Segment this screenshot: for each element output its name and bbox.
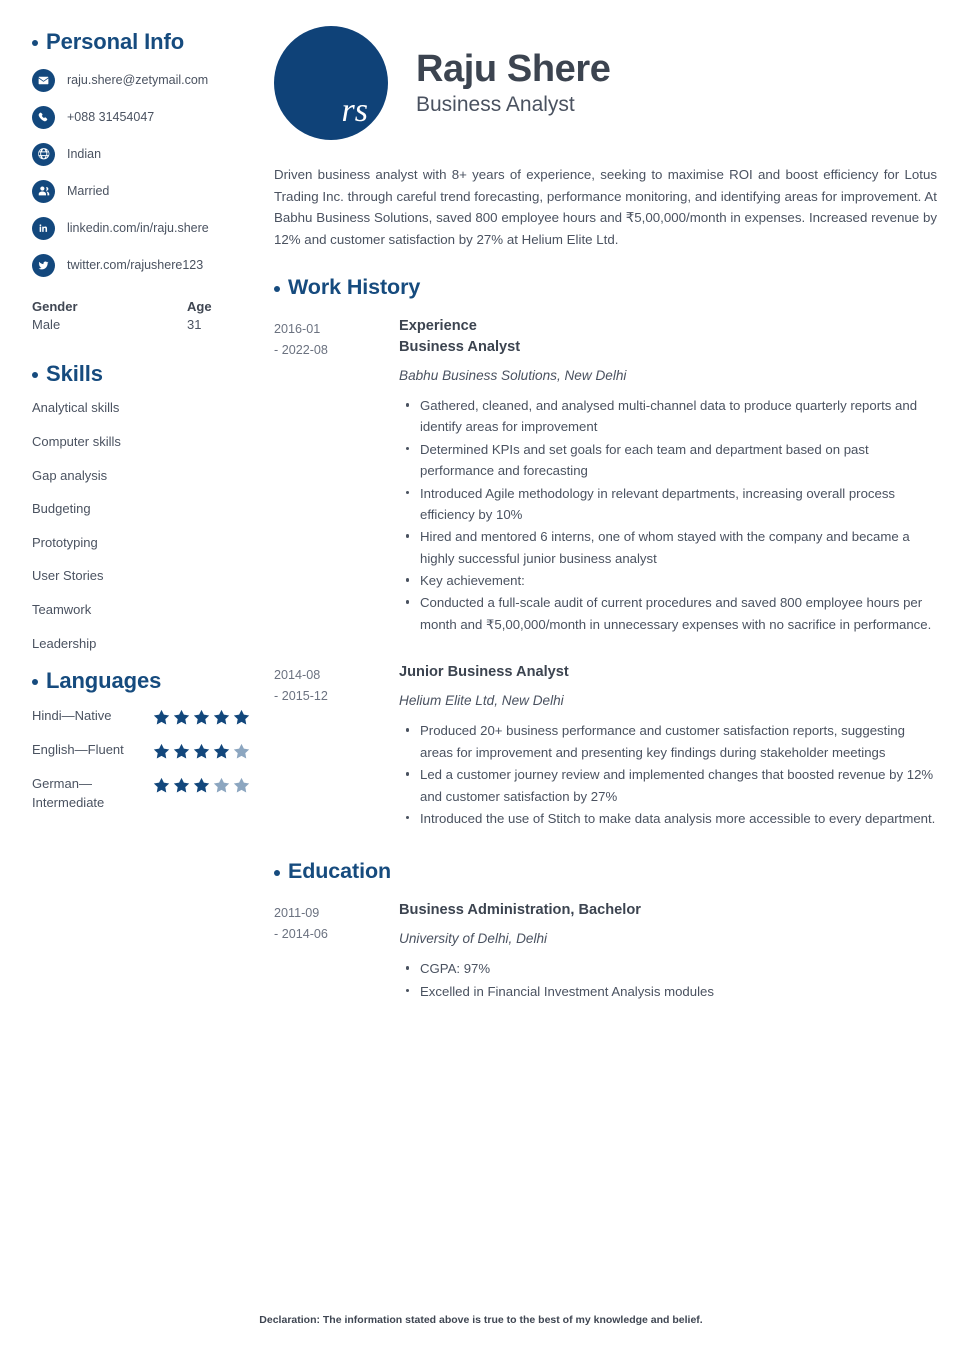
entry-bullet: Determined KPIs and set goals for each team and department based on past performance and forecasting — [420, 439, 937, 482]
star-icon — [232, 742, 251, 761]
age-value: 31 — [187, 317, 202, 333]
entry-bullet: Introduced Agile methodology in relevant departments, increasing overall process efficiency by 10% — [420, 483, 937, 526]
gender-value: Male — [32, 317, 61, 333]
section-heading-languages — [32, 669, 240, 693]
star-icon — [192, 776, 211, 795]
age-cell — [187, 299, 212, 332]
section-title-text: Education — [288, 859, 392, 884]
languages-section — [32, 669, 240, 813]
language-row — [32, 741, 240, 761]
resume-entry — [274, 900, 937, 1003]
skill-item: Prototyping — [32, 534, 98, 550]
entry-dates — [274, 662, 386, 707]
entry-bullet: Excelled in Financial Investment Analysis modules — [420, 981, 937, 1002]
section-title-text: Languages — [46, 668, 162, 694]
bullet-dot-icon — [32, 40, 38, 46]
contact-text: Indian — [67, 146, 102, 161]
contact-list — [32, 68, 240, 277]
section-heading-education — [274, 860, 937, 884]
entry-date-end: - 2022-08 — [274, 342, 328, 357]
star-icon — [152, 708, 171, 727]
contact-row[interactable] — [32, 142, 240, 166]
page-title: Raju Shere — [416, 47, 611, 90]
entry-date-start: 2016-01 — [274, 321, 321, 336]
language-rating-stars — [152, 741, 251, 761]
entry-dates — [274, 316, 386, 361]
star-icon — [152, 742, 171, 761]
main-content — [262, 0, 962, 1011]
entry-body — [386, 316, 937, 636]
avatar-initials: rs — [341, 92, 368, 129]
gender-cell — [32, 299, 187, 332]
entry-body — [386, 900, 937, 1003]
section-title-text: Skills — [46, 361, 103, 387]
contact-row[interactable] — [32, 105, 240, 129]
star-icon — [152, 776, 171, 795]
contact-text: +088 31454047 — [67, 109, 155, 124]
bullet-dot-icon — [32, 679, 38, 685]
skill-item: Analytical skills — [32, 400, 120, 416]
entry-bullet: Key achievement: — [420, 570, 937, 591]
entry-bullet: Gathered, cleaned, and analysed multi-channel data to produce quarterly reports and identify areas for improvement — [420, 395, 937, 438]
header-text-block — [416, 49, 611, 117]
star-icon — [192, 742, 211, 761]
language-label: German—Intermediate — [32, 776, 105, 811]
summary-paragraph: Driven business analyst with 8+ years of experience, seeking to maximise ROI and boost efficiency for Lotus Trading Inc. through careful trend forecasting, performance monitoring, and identifying areas for improvement. At Babhu Business Solutions, saved 800 employee hours and ₹5,00,000/month in expenses. Increased revenue by 12% and customer satisfaction by 27% at Helium Elite Ltd. — [274, 167, 937, 247]
education-section — [274, 860, 937, 1003]
star-icon — [172, 708, 191, 727]
language-rating-stars — [152, 775, 251, 795]
entry-bullet: CGPA: 97% — [420, 958, 937, 979]
education-entries — [274, 900, 937, 1003]
entry-bullet-list — [399, 958, 937, 1002]
languages-list — [32, 707, 240, 813]
skill-item: Budgeting — [32, 501, 91, 517]
star-icon — [212, 708, 231, 727]
contact-row[interactable] — [32, 68, 240, 92]
entry-date-end: - 2014-06 — [274, 926, 328, 941]
contact-text: linkedin.com/in/raju.shere — [67, 220, 209, 235]
skill-item: Leadership — [32, 635, 97, 651]
people-icon — [32, 180, 55, 203]
star-icon — [232, 708, 251, 727]
entry-organisation: University of Delhi, Delhi — [399, 931, 548, 947]
phone-icon — [32, 106, 55, 129]
twitter-icon — [32, 254, 55, 277]
entry-bullet: Hired and mentored 6 interns, one of whom stayed with the company and became a highly successful junior business analyst — [420, 526, 937, 569]
details-labels-row — [32, 299, 240, 332]
linkedin-icon — [32, 217, 55, 240]
skills-section — [32, 362, 240, 651]
skill-item: Teamwork — [32, 601, 92, 617]
contact-text: Married — [67, 183, 110, 198]
section-heading-personal-info — [32, 30, 240, 54]
language-row — [32, 775, 240, 813]
resume-entry — [274, 662, 937, 830]
skill-item: Computer skills — [32, 433, 121, 449]
star-icon — [172, 742, 191, 761]
entry-bullet: Led a customer journey review and implemented changes that boosted revenue by 12% and customer satisfaction by 27% — [420, 764, 937, 807]
entry-bullet: Introduced the use of Stitch to make data analysis more accessible to every department. — [420, 808, 937, 829]
globe-icon — [32, 143, 55, 166]
language-row — [32, 707, 240, 727]
entry-date-start: 2011-09 — [274, 905, 320, 920]
language-label: English—Fluent — [32, 742, 124, 758]
skill-item: Gap analysis — [32, 467, 108, 483]
entry-date-start: 2014-08 — [274, 668, 321, 683]
entry-organisation: Helium Elite Ltd, New Delhi — [399, 693, 564, 709]
entry-dates — [274, 900, 386, 945]
contact-text: twitter.com/rajushere123 — [67, 257, 204, 272]
avatar — [274, 26, 388, 140]
entry-body — [386, 662, 937, 830]
entry-bullet-list — [399, 395, 937, 635]
star-icon — [172, 776, 191, 795]
age-label: Age — [187, 299, 212, 315]
section-heading-skills — [32, 362, 240, 386]
work-history-entries — [274, 316, 937, 831]
skill-item: User Stories — [32, 568, 104, 584]
bullet-dot-icon — [274, 286, 280, 292]
contact-text: raju.shere@zetymail.com — [67, 72, 209, 87]
contact-row[interactable] — [32, 179, 240, 203]
entry-kicker: Experience — [399, 317, 477, 334]
language-rating-stars — [152, 707, 251, 727]
entry-date-end: - 2015-12 — [274, 689, 328, 703]
contact-row[interactable] — [32, 216, 240, 240]
star-icon — [192, 708, 211, 727]
entry-bullet: Produced 20+ business performance and customer satisfaction reports, suggesting areas for improvement and presenting key findings during stakeholder meetings — [420, 720, 937, 763]
sidebar — [0, 0, 262, 827]
star-icon — [232, 776, 251, 795]
section-title-text: Work History — [288, 275, 421, 300]
bullet-dot-icon — [274, 870, 280, 876]
entry-title: Junior Business Analyst — [399, 664, 569, 681]
section-heading-work-history — [274, 276, 937, 300]
section-title-text: Personal Info — [46, 29, 185, 54]
entry-bullet: Conducted a full-scale audit of current procedures and saved 800 employee hours per month and ₹5,00,000/month in unnecessary expenses with no sacrifice in performance. — [420, 592, 937, 635]
declaration-footer: Declaration: The information stated above is true to the best of my knowledge and belief. — [259, 1314, 703, 1326]
language-label: Hindi—Native — [32, 708, 112, 724]
skills-list — [32, 400, 240, 651]
bullet-dot-icon — [32, 372, 38, 378]
resume-entry — [274, 316, 937, 636]
job-title: Business Analyst — [416, 92, 575, 116]
contact-row[interactable] — [32, 253, 240, 277]
entry-organisation: Babhu Business Solutions, New Delhi — [399, 368, 627, 384]
gender-label: Gender — [32, 299, 78, 315]
envelope-icon — [32, 69, 55, 92]
entry-title: Business Analyst — [399, 338, 521, 355]
star-icon — [212, 776, 231, 795]
entry-title: Business Administration, Bachelor — [399, 901, 641, 918]
entry-bullet-list — [399, 720, 937, 829]
personal-details-block — [32, 299, 240, 332]
star-icon — [212, 742, 231, 761]
resume-header — [274, 26, 937, 140]
work-history-section — [274, 276, 937, 830]
